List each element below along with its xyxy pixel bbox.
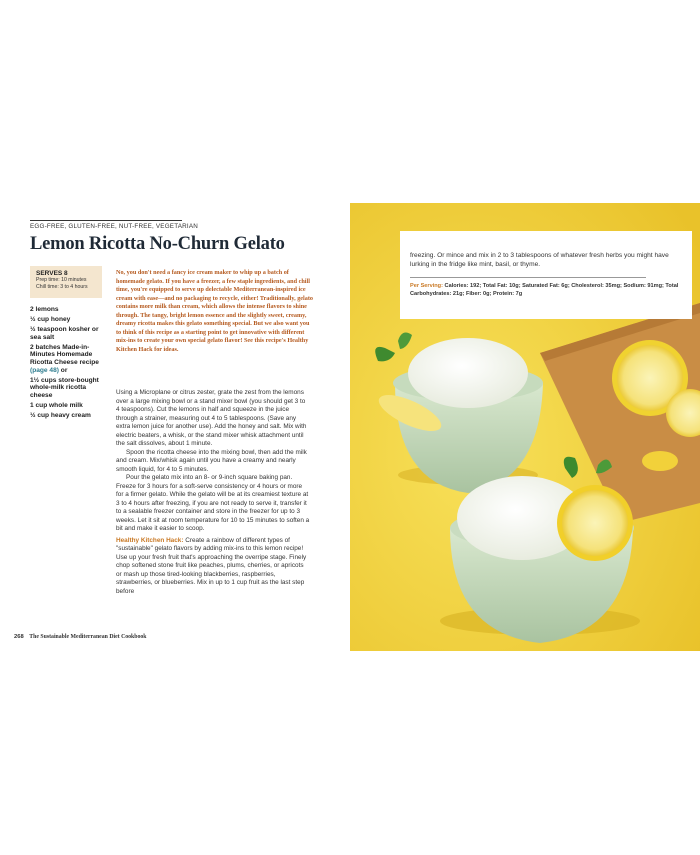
- ingredient-item: 1½ cups store-bought whole-milk ricotta cheese: [30, 376, 99, 399]
- kitchen-hack-label: Healthy Kitchen Hack:: [116, 536, 184, 544]
- ingredient-item: ½ teaspoon kosher or sea salt: [30, 326, 99, 341]
- book-title: The Sustainable Mediterranean Diet Cookbook: [29, 634, 147, 640]
- nutrition-label: Per Serving:: [410, 283, 443, 289]
- continued-text-box: [400, 231, 692, 319]
- direction-step: Using a Microplane or citrus zester, grate the zest from the lemons over a large mixing bowl or a stand mixer bowl (you should get 3 to 4 teaspoons). Cut the lemons in half and squeeze in the juice through a strainer, measuring out 4 to 5 tablespoons. (Save any extra lemon juice for another use). Add the honey and salt. Mix with electric beaters, a whisk, or the stand mixer whisk attachment until the salt dissolves, about 1 minute.: [116, 389, 307, 447]
- ingredient-item: 1 cup whole milk: [30, 402, 83, 410]
- page-number: 268: [14, 634, 24, 640]
- diet-tags: EGG-FREE, GLUTEN-FREE, NUT-FREE, VEGETARIAN: [30, 220, 182, 230]
- nutrition-info: [410, 282, 682, 298]
- recipe-intro: No, you don't need a fancy ice cream maker to whip up a batch of homemade gelato. If you have a freezer, a few staple ingredients, and chill time, you're equipped to serve up delectable Mediterranean-inspired ice cream with ease—and no packaging to recycle, either! Traditionally, gelato contains more milk than cream, which allows the intense flavors to shine through. The tangy, bright lemon essence and the slightly sweet, creamy, dreamy ricotta makes this gelato something special. But we also want you to think of this recipe as a starting point to get innovative with different mix-ins to create your own special gelato flavor! See this recipe's Healthy Kitchen Hack for ideas.: [116, 269, 314, 353]
- recipe-title: Lemon Ricotta No-Churn Gelato: [30, 234, 285, 254]
- divider: [410, 277, 646, 278]
- kitchen-hack-text: Create a rainbow of different types of "sustainable" gelato flavors by adding mix-ins to this lemon recipe! Use up your fresh fruit that's approaching the overripe stage. Finely chop softened stone fruit like peaches, plums, cherries, or apricots or mash up those tired-looking blackberries, raspberries, strawberries, or blueberries. Mix in up to 1 cup fruit as the last step before: [116, 536, 307, 595]
- ingredient-item: 2 lemons: [30, 306, 59, 313]
- continued-text: freezing. Or mince and mix in 2 to 3 tablespoons of whatever fresh herbs you might have lurking in the fridge like mint, basil, or thyme.: [410, 252, 669, 268]
- page-footer: [14, 634, 147, 640]
- direction-step: Pour the gelato mix into an 8- or 9-inch square baking pan. Freeze for 3 hours for a soft-serve consistency or 4 hours or more for a firmer gelato. While the gelato will be at its creamiest texture at 3 to 4 hours after freezing, if you are not ready to serve it, transfer it to a sealable freezer container and store in the freezer for up to 3 weeks. Let it sit at room temperature for 10 to 15 minutes to soften a bit and make it easier to scoop.: [116, 474, 310, 532]
- nutrition-values: Calories: 192; Total Fat: 10g; Saturated Fat: 6g; Cholesterol: 35mg; Sodium: 91mg; Total Carbohydrates: 21g; Fiber: 0g; Protein: 7g: [410, 283, 679, 297]
- right-page-photo: [350, 203, 700, 651]
- lemon-zest-pile: [642, 451, 678, 471]
- serves-box: [30, 266, 102, 298]
- page-reference-link[interactable]: (page 48): [30, 366, 59, 374]
- serves-label: SERVES 8: [36, 270, 68, 277]
- direction-step: Spoon the ricotta cheese into the mixing bowl, then add the milk and cream. Mix/whisk again until you have a creamy and nearly smooth liquid, for 4 to 5 minutes.: [116, 448, 307, 473]
- left-page: [0, 203, 350, 651]
- prep-time: Prep time: 10 minutes: [36, 277, 87, 283]
- chill-time: Chill time: 3 to 4 hours: [36, 284, 88, 290]
- ingredient-item: 2 batches Made-in-Minutes Homemade Ricotta Cheese recipe (page 48) or: [30, 343, 99, 374]
- kitchen-hack: [116, 537, 310, 597]
- ingredient-item: ½ cup heavy cream: [30, 412, 91, 420]
- ingredient-item: ½ cup honey: [30, 316, 71, 324]
- directions: [116, 389, 310, 596]
- ingredient-list: [30, 306, 108, 422]
